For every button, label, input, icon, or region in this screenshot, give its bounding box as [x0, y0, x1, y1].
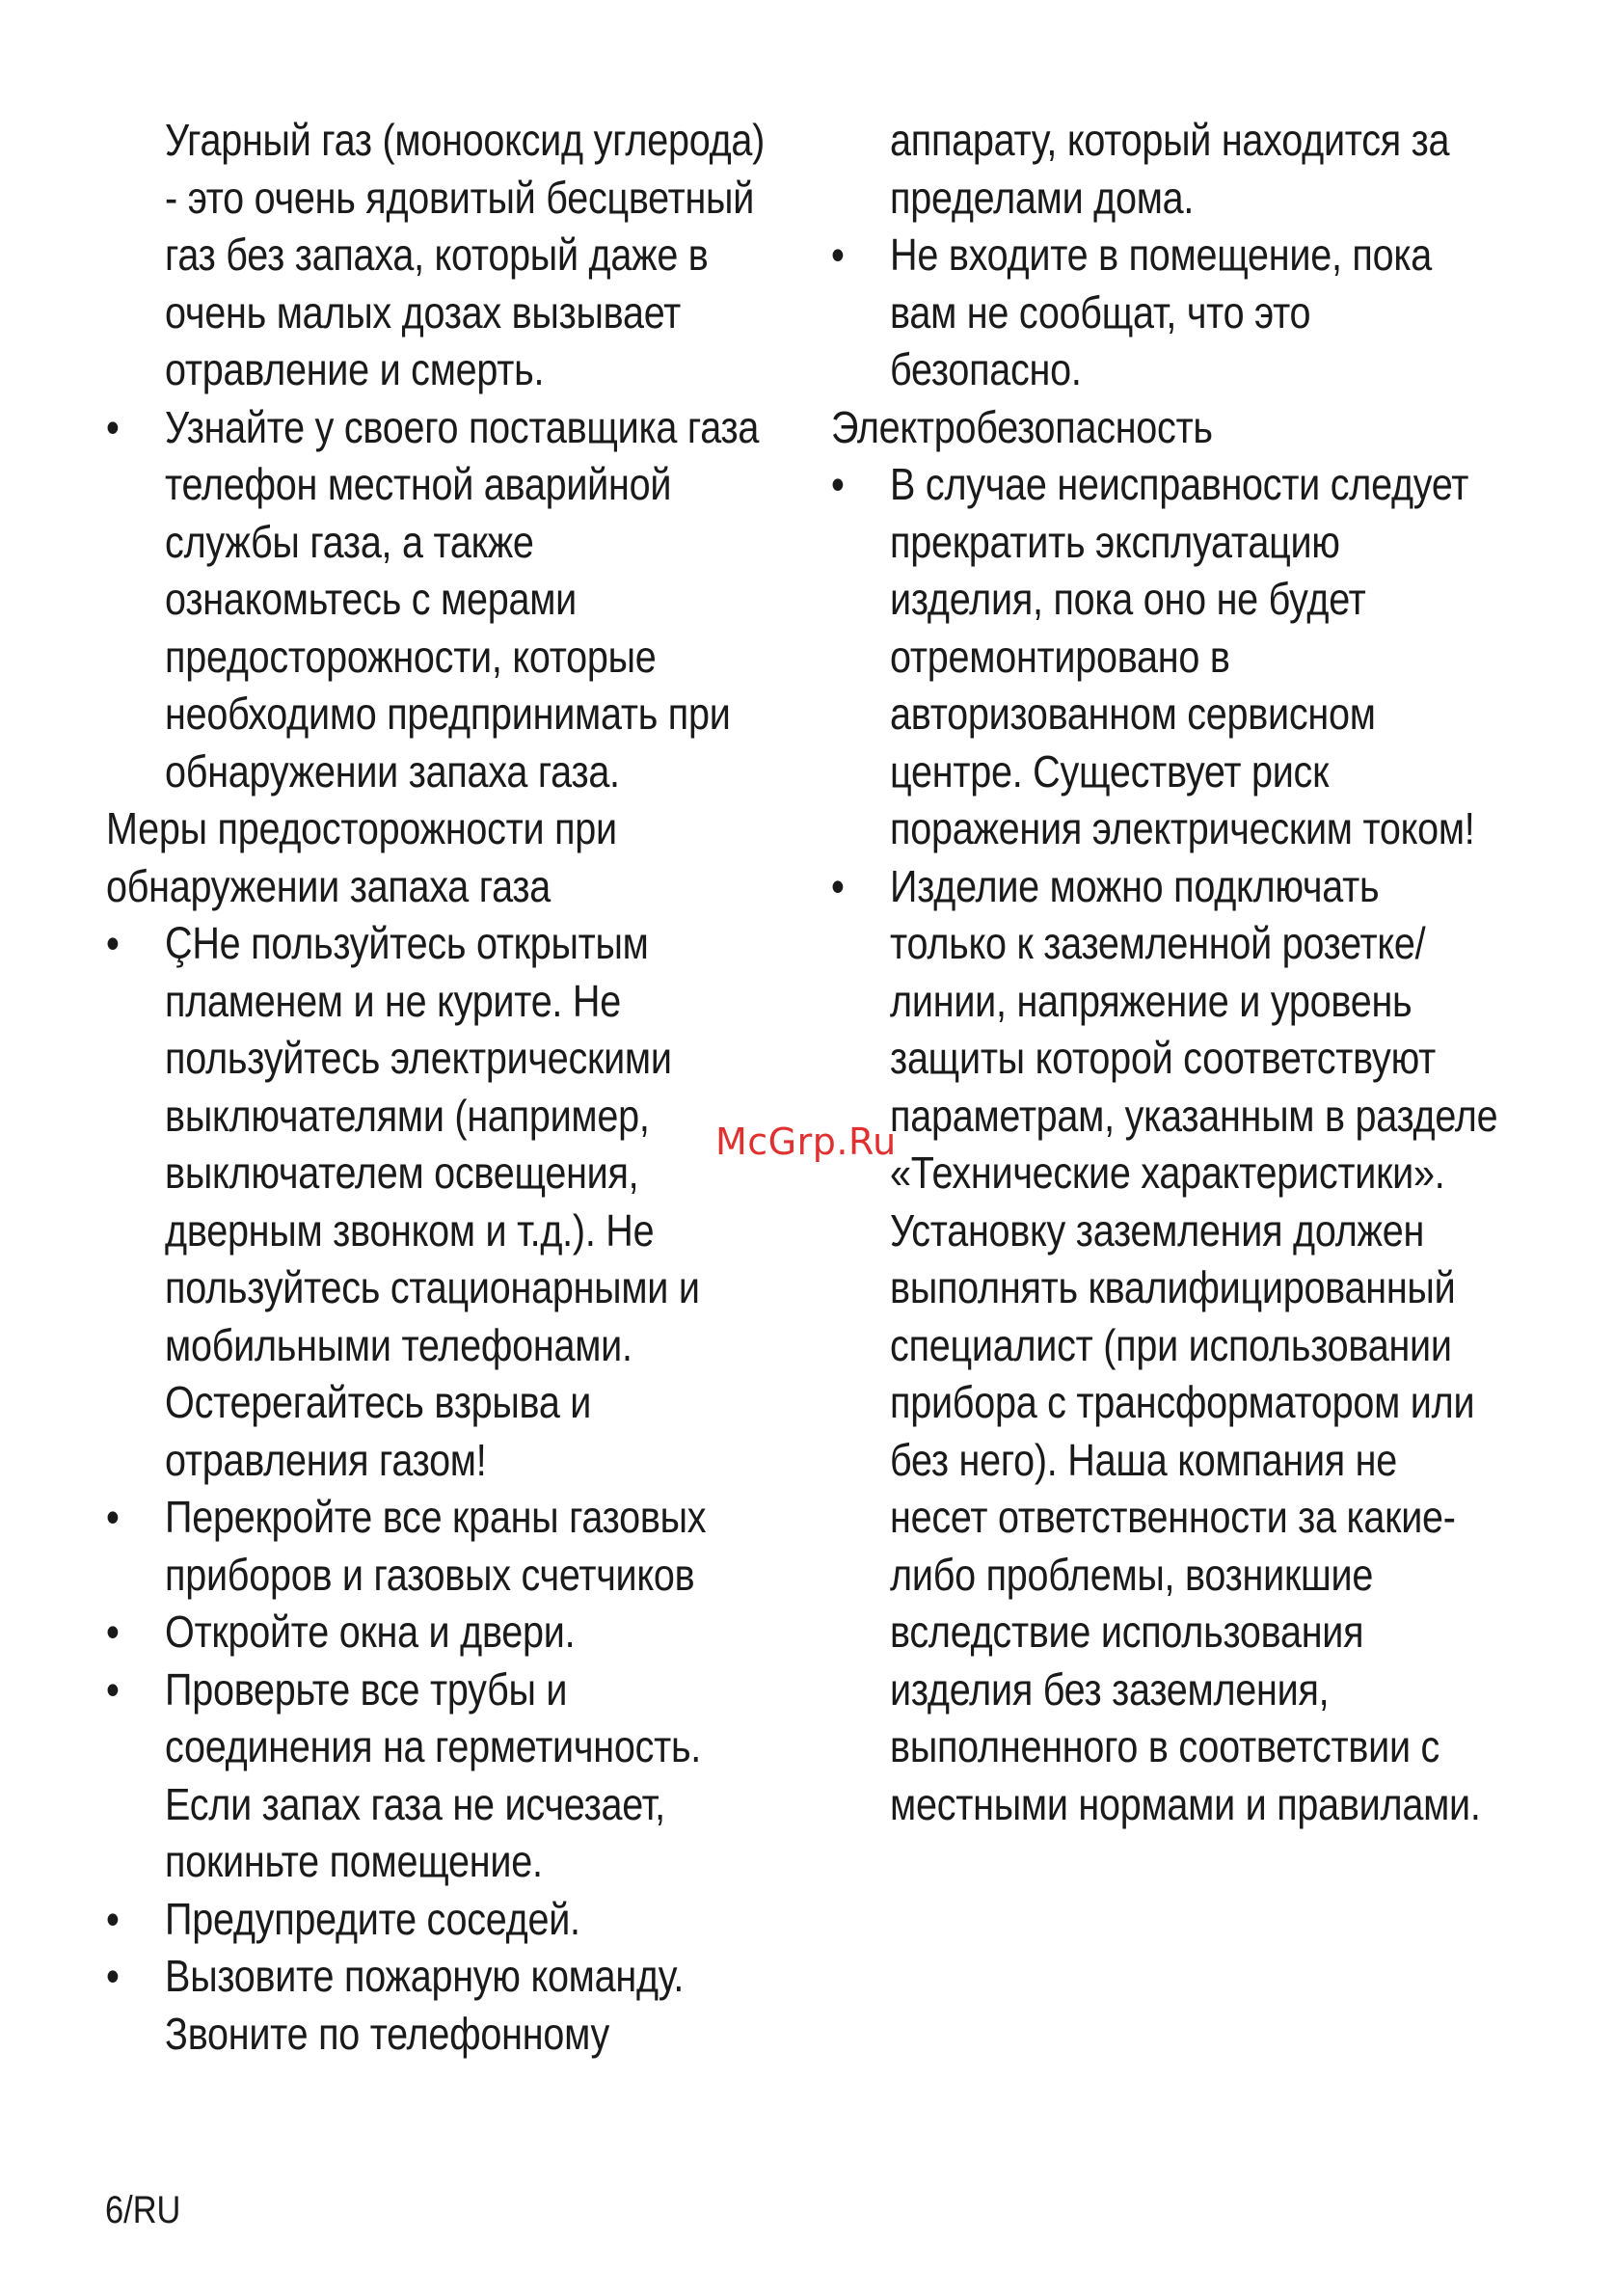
right-column: [831, 112, 1503, 1833]
list-item-text: В случае неисправности следует прекратить эксплуатацию изделия, пока оно не будет отремонтировано в авторизованном сервисном центре. Существует риск поражения электрическим током!: [890, 459, 1475, 853]
list-item-text: ÇНе пользуйтесь открытым пламенем и не курите. Не пользуйтесь электрическими выключателями (например, выключателем освещения, дверным звонком и т.д.). Не пользуйтесь стационарными и мобильными телефонами. Остерегайтесь взрыва и отравления газом!: [165, 918, 700, 1485]
continuation-paragraph: аппарату, который находится за пределами дома.: [890, 115, 1450, 223]
page-number: 6/RU: [105, 2189, 181, 2231]
bullet-icon: •: [106, 1893, 120, 1944]
list-item-text: Проверьте все трубы и соединения на герметичность. Если запах газа не исчезает, покиньте помещение.: [165, 1663, 702, 1886]
bullet-icon: •: [106, 918, 120, 968]
list-item-text: Вызовите пожарную команду. Звоните по телефонному: [165, 1951, 685, 2059]
section-heading-electrical-safety: Электробезопасность: [831, 401, 1213, 452]
bullet-icon: •: [831, 860, 845, 911]
list-item: [106, 1891, 778, 1949]
list-item: [106, 1948, 778, 2063]
section-heading-gas-smell: Меры предосторожности при обнаружении запаха газа: [106, 803, 617, 911]
list-item-text: Узнайте у своего поставщика газа телефон местной аварийной службы газа, а также ознакомьтесь с мерами предосторожности, которые необходимо предпринимать при обнаружении запаха газа.: [165, 401, 760, 797]
list-item: [831, 227, 1503, 399]
list-item: [106, 915, 778, 1489]
bullet-icon: •: [106, 1663, 120, 1715]
list-item: [106, 399, 778, 801]
list-item-text: Предупредите соседей.: [165, 1893, 580, 1944]
list-item: [831, 858, 1503, 1834]
bullet-icon: •: [831, 230, 845, 280]
list-item: [106, 1661, 778, 1891]
watermark-text: McGrp.Ru: [715, 1121, 897, 1163]
list-item: [106, 1604, 778, 1661]
intro-paragraph: Угарный газ (монооксид углерода) - это очень ядовитый бесцветный газ без запаха, который даже в очень малых дозах вызывает отравление и смерть.: [165, 115, 766, 394]
bullet-icon: •: [106, 401, 120, 452]
list-item-text: Не входите в помещение, пока вам не сообщат, что это безопасно.: [890, 230, 1433, 394]
bullet-icon: •: [106, 1951, 120, 2001]
list-item: [106, 1489, 778, 1604]
bullet-icon: •: [106, 1607, 120, 1657]
bullet-icon: •: [106, 1492, 120, 1542]
list-item-text: Перекройте все краны газовых приборов и газовых счетчиков: [165, 1492, 707, 1600]
list-item: [831, 456, 1503, 858]
list-item-text: Изделие можно подключать только к заземленной розетке/линии, напряжение и уровень защиты которой соответствуют параметрам, указанным в разделе «Технические характеристики». Установку заземления должен выполнять квалифицированный специалист (при использовании прибора с трансформатором или без него). Наша компания не несет ответственности за какие-либо проблемы, возникшие вследствие использования изделия без заземления, выполненного в соответствии с местными нормами и правилами.: [890, 860, 1498, 1829]
list-item-text: Откройте окна и двери.: [165, 1607, 576, 1657]
bullet-icon: •: [831, 459, 845, 509]
left-column: [106, 112, 778, 2063]
